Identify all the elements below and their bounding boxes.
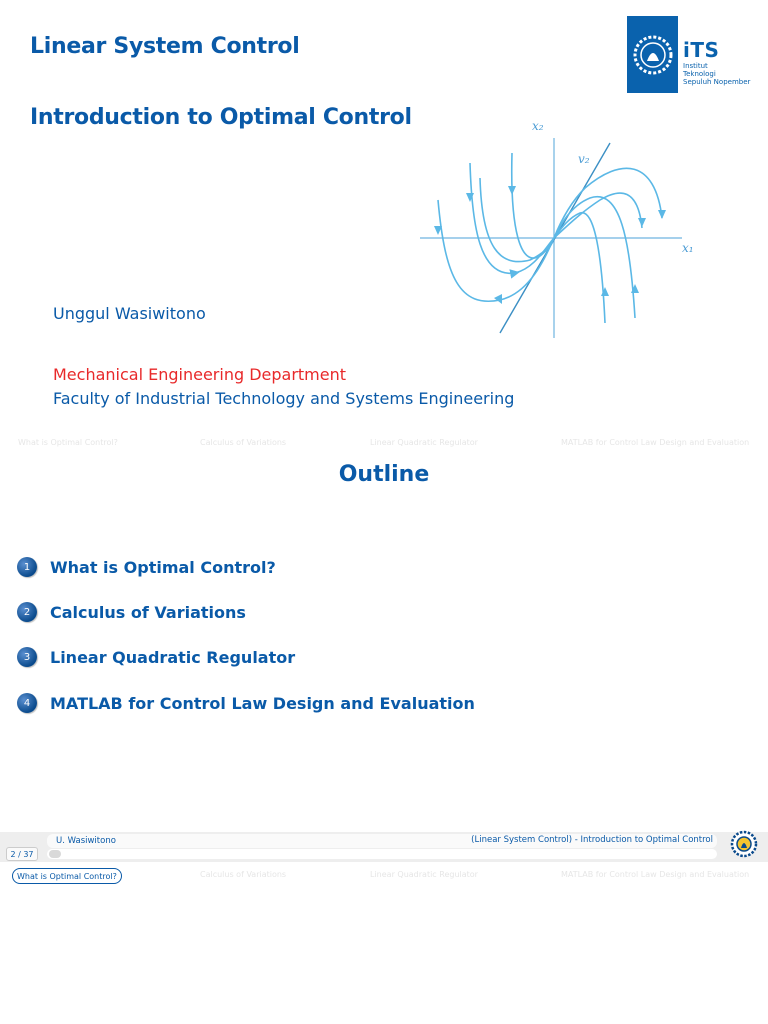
progress-track <box>47 849 717 859</box>
nav-section-4[interactable]: MATLAB for Control Law Design and Evaluation <box>561 870 750 879</box>
trajectory-4 <box>480 178 554 262</box>
section-navigation-bottom <box>0 870 768 882</box>
department-name: Mechanical Engineering Department <box>53 365 347 384</box>
its-emblem-icon <box>631 33 675 77</box>
section-navigation-top <box>0 438 768 450</box>
outline-item-2[interactable] <box>17 600 246 624</box>
bullet-number-4: 4 <box>17 693 37 713</box>
v2-label: v₂ <box>578 152 590 166</box>
nav-section-3[interactable]: Linear Quadratic Regulator <box>370 870 478 879</box>
outline-item-label: Calculus of Variations <box>50 602 246 622</box>
outline-title: Outline <box>338 462 430 487</box>
its-logo-subtitle: Institut Teknologi Sepuluh Nopember <box>683 62 751 86</box>
outline-item-label: Linear Quadratic Regulator <box>50 647 296 667</box>
author-name: Unggul Wasiwitono <box>53 304 206 323</box>
nav-section-1[interactable]: What is Optimal Control? <box>18 438 118 447</box>
trajectory-6 <box>554 197 635 318</box>
nav-section-3[interactable]: Linear Quadratic Regulator <box>370 438 478 447</box>
footer-author: U. Wasiwitono <box>56 836 116 846</box>
bullet-number-2: 2 <box>17 602 37 622</box>
outline-item-3[interactable] <box>17 645 295 669</box>
outline-item-label: What is Optimal Control? <box>50 557 276 577</box>
trajectory-7 <box>554 168 662 238</box>
lecture-title: Introduction to Optimal Control <box>30 105 412 130</box>
bullet-number-1: 1 <box>17 557 37 577</box>
outline-item-4[interactable] <box>17 691 475 715</box>
x2-label: x₂ <box>532 119 544 133</box>
nav-section-2[interactable]: Calculus of Variations <box>200 438 287 447</box>
footer-info <box>47 834 717 848</box>
nav-section-2[interactable]: Calculus of Variations <box>200 870 287 879</box>
course-title: Linear System Control <box>30 34 300 59</box>
progress-knob[interactable] <box>49 850 61 858</box>
outline-item-label: MATLAB for Control Law Design and Evaluation <box>50 693 475 713</box>
its-logo-text: iTS <box>683 38 720 62</box>
phase-portrait-figure <box>420 118 700 340</box>
x1-label: x₁ <box>682 241 694 255</box>
nav-section-4[interactable]: MATLAB for Control Law Design and Evaluation <box>561 438 750 447</box>
trajectory-5 <box>554 213 605 323</box>
its-small-logo-icon <box>730 830 758 858</box>
its-logo-emblem <box>627 16 678 93</box>
current-section-tab[interactable]: What is Optimal Control? <box>12 868 122 884</box>
faculty-name: Faculty of Industrial Technology and Systems Engineering <box>53 389 515 408</box>
outline-item-1[interactable] <box>17 555 276 579</box>
page-number: 2 / 37 <box>6 847 38 861</box>
trajectory-3 <box>512 153 554 258</box>
footer-course: (Linear System Control) - Introduction to Optimal Control <box>471 835 713 845</box>
bullet-number-3: 3 <box>17 647 37 667</box>
